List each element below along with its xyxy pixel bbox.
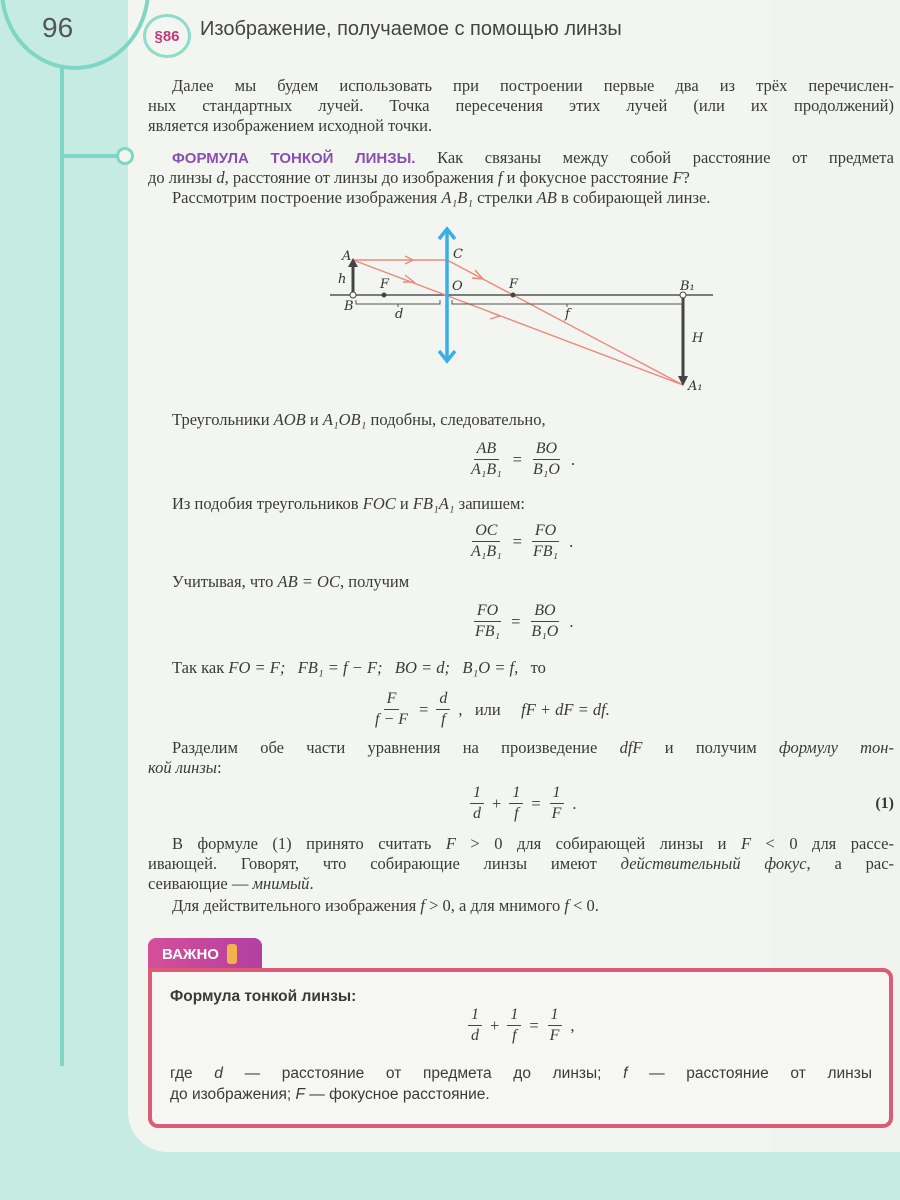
sentence-given	[172, 572, 894, 592]
var: F	[445, 834, 456, 853]
denominator: A₁B₁	[471, 543, 502, 560]
term: кой линзы	[148, 758, 217, 777]
punctuation: .	[570, 449, 575, 469]
section-heading: ФОРМУЛА ТОНКОЙ ЛИНЗЫ.	[172, 150, 416, 167]
numerator: BO	[533, 440, 560, 460]
text: то	[518, 658, 546, 677]
operator: =	[531, 793, 541, 813]
numerator: 1	[507, 1006, 521, 1026]
punctuation: .	[569, 531, 574, 551]
important-formula	[468, 1006, 575, 1045]
text: , или	[458, 699, 514, 719]
margin-node-icon	[116, 147, 134, 165]
sentence-divide	[172, 738, 894, 758]
numerator: F	[384, 690, 400, 710]
denominator: f	[512, 1027, 517, 1044]
thin-lens-formula	[470, 784, 577, 823]
fraction	[472, 602, 503, 641]
operator: =	[529, 1015, 539, 1035]
operator: =	[419, 699, 429, 719]
text: в собирающей линзе.	[556, 188, 711, 207]
sentence-divide-2	[148, 758, 894, 778]
denominator: F	[549, 1027, 560, 1044]
image-arrowhead	[678, 376, 688, 386]
text: запишем:	[454, 494, 526, 513]
label-a1: A₁	[688, 379, 703, 394]
bracket-d	[356, 300, 440, 307]
text: Для действительного изображения	[172, 896, 421, 915]
var: f	[564, 896, 569, 915]
numerator: OC	[472, 522, 500, 542]
text: , расстояние от линзы до изображения	[224, 168, 498, 187]
label-h-big: H	[692, 331, 704, 346]
denominator: FB₁	[475, 623, 501, 640]
sentence-similarity	[172, 494, 894, 514]
important-label: ВАЖНО	[162, 945, 219, 963]
focus-left	[382, 293, 387, 298]
text: и фокусное расстояние	[502, 168, 673, 187]
operator: =	[512, 449, 522, 469]
text: Как связаны между собой расстояние от предмета	[415, 148, 894, 167]
var: A₁B₁	[441, 188, 474, 207]
fraction	[509, 784, 523, 823]
numerator: 1	[470, 784, 484, 804]
denominator: f	[514, 805, 519, 822]
text: Из подобия треугольников	[172, 494, 363, 513]
text: где	[170, 1065, 215, 1082]
label-f: f	[565, 307, 570, 322]
text: Рассмотрим построение изображения	[172, 188, 442, 207]
var: A₁OB₁	[322, 410, 367, 429]
point-b	[350, 292, 356, 298]
sign-convention-line1	[172, 834, 894, 854]
fraction	[470, 784, 484, 823]
numerator: 1	[468, 1006, 482, 1026]
fraction	[468, 522, 505, 561]
fraction	[436, 690, 450, 729]
denominator: d	[473, 805, 481, 822]
denominator: FB₁	[532, 543, 559, 560]
para1-line2: ных стандартных лучей. Точка пересечения этих лучей (или их продолжений)	[148, 96, 894, 115]
denominator: A₁B₁	[471, 461, 502, 478]
para1-line1: Далее мы будем использовать при построении первые два из трёх перечислен-	[172, 76, 894, 95]
denominator: B₁O	[531, 623, 559, 640]
punctuation: ,	[570, 1015, 575, 1035]
equation-2	[468, 522, 573, 561]
label-a: A	[342, 249, 352, 264]
term: мнимый	[252, 874, 310, 893]
denominator: d	[471, 1027, 479, 1044]
fraction	[468, 1006, 482, 1045]
equation-4	[372, 690, 610, 729]
text: — расстояние от предмета до линзы;	[222, 1065, 624, 1082]
important-definition-line2	[170, 1085, 872, 1105]
operator: +	[492, 793, 502, 813]
important-heading: Формула тонкой линзы:	[170, 988, 357, 1005]
denominator: f	[441, 711, 446, 728]
numerator: AB	[474, 440, 500, 460]
text: Разделим обе части уравнения на произведение	[172, 738, 620, 757]
var: FB₁A₁	[412, 494, 455, 513]
label-d: d	[395, 307, 404, 322]
var: AB	[536, 188, 557, 207]
margin-line	[60, 66, 64, 1066]
text: :	[216, 758, 222, 777]
operator: +	[490, 1015, 500, 1035]
label-f-right: F	[509, 277, 519, 292]
para1-line3: является изображением исходной точки.	[148, 116, 433, 135]
var: FO = F; FB₁ = f − F; BO = d; B₁O = f,	[228, 658, 519, 677]
term: формулу тон-	[779, 738, 894, 757]
numerator: 1	[550, 784, 564, 804]
lens-ray-diagram	[320, 220, 720, 400]
text: ?	[682, 168, 690, 187]
text: сеивающие —	[148, 874, 253, 893]
fraction	[549, 784, 565, 823]
equation-1	[468, 440, 575, 479]
denominator: F	[551, 805, 562, 822]
sentence-triangles	[172, 410, 894, 430]
numerator: BO	[531, 602, 558, 622]
var: d	[216, 168, 225, 187]
label-o: O	[452, 279, 463, 294]
sign-convention-line2	[148, 854, 894, 874]
var: d	[214, 1065, 223, 1082]
var: f	[420, 896, 425, 915]
equation-number: (1)	[875, 795, 894, 812]
sentence-since	[172, 658, 894, 678]
equation-text: fF + dF = df.	[521, 699, 610, 719]
operator: =	[511, 611, 521, 631]
text: и	[305, 410, 323, 429]
text: Треугольники	[172, 410, 274, 429]
section-badge: §86	[143, 14, 191, 58]
text: < 0.	[568, 896, 599, 915]
text: < 0 для рассе-	[751, 834, 894, 853]
exclamation-icon	[227, 944, 237, 964]
text: и	[395, 494, 413, 513]
text: стрелки	[473, 188, 537, 207]
var: AB = OC	[277, 572, 340, 591]
text: ивающей. Говорят, что собирающие линзы имеют	[148, 854, 621, 873]
var: f	[497, 168, 503, 187]
fraction	[468, 440, 505, 479]
bracket-f	[452, 300, 682, 307]
label-h: h	[338, 272, 347, 287]
text: , получим	[339, 572, 410, 591]
denominator: B₁O	[532, 461, 560, 478]
equation-3	[472, 602, 573, 641]
text: до изображения;	[170, 1086, 296, 1103]
numerator: 1	[509, 784, 523, 804]
var: F	[672, 168, 683, 187]
text: подобны, следовательно,	[366, 410, 546, 429]
punctuation: .	[569, 611, 574, 631]
text: > 0, а для мнимого	[424, 896, 565, 915]
text: и получим	[642, 738, 779, 757]
text: — расстояние от линзы	[627, 1065, 872, 1082]
text: Учитывая, что	[172, 572, 278, 591]
text: В формуле (1) принято считать	[172, 834, 446, 853]
para2-line1	[172, 148, 894, 168]
image-sign-sentence	[172, 896, 894, 916]
label-c: C	[453, 247, 463, 262]
para2-line2	[148, 168, 894, 188]
text: — фокусное расстояние.	[304, 1086, 490, 1103]
denominator: f − F	[375, 711, 409, 728]
text: , а рас-	[806, 854, 895, 873]
punctuation: .	[572, 793, 577, 813]
important-tab	[148, 938, 262, 970]
important-definition-line1	[170, 1064, 872, 1084]
sign-convention-line3	[148, 874, 894, 894]
var: F	[740, 834, 752, 853]
fraction	[530, 440, 563, 479]
var: AOB	[273, 410, 306, 429]
fraction	[530, 522, 561, 561]
operator: =	[512, 531, 522, 551]
numerator: 1	[548, 1006, 562, 1026]
var: f	[623, 1065, 628, 1082]
margin-branch	[60, 154, 120, 158]
page-title: Изображение, получаемое с помощью линзы	[200, 18, 622, 40]
fraction	[547, 1006, 563, 1045]
fraction	[528, 602, 561, 641]
text: > 0 для собирающей линзы и	[455, 834, 741, 853]
label-b: B	[344, 299, 354, 314]
var: dfF	[619, 738, 643, 757]
label-f-left: F	[380, 277, 390, 292]
page-number: 96	[42, 12, 74, 43]
var: FOC	[362, 494, 396, 513]
text: до линзы	[148, 168, 217, 187]
para2-line3	[172, 188, 894, 208]
numerator: FO	[474, 602, 501, 622]
fraction	[507, 1006, 521, 1045]
term: действительный фокус	[620, 854, 807, 873]
numerator: FO	[532, 522, 559, 542]
fraction	[372, 690, 411, 729]
text: .	[309, 874, 314, 893]
focus-right	[511, 293, 516, 298]
label-b1: B₁	[680, 279, 695, 294]
text: Так как	[172, 658, 229, 677]
numerator: d	[436, 690, 450, 710]
var: F	[295, 1086, 305, 1103]
